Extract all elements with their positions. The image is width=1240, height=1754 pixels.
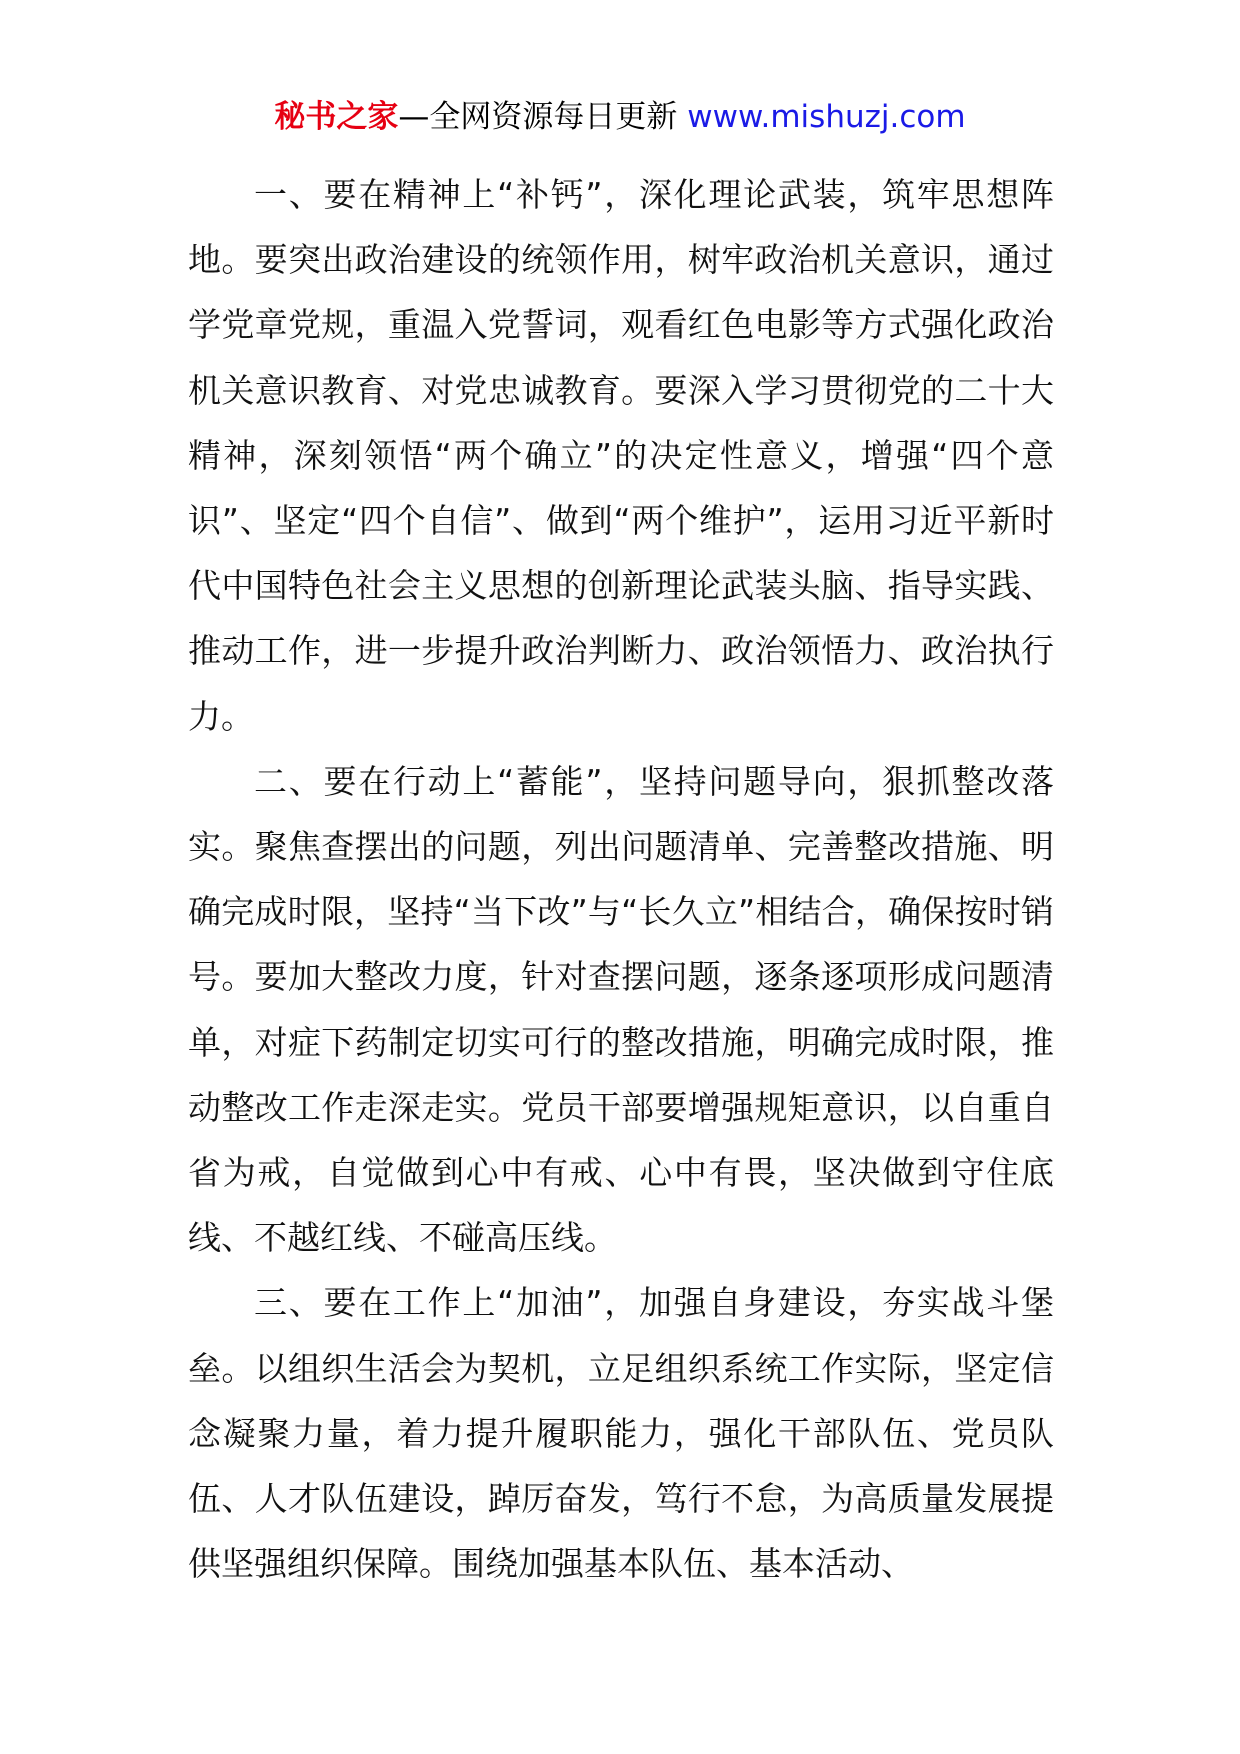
site-url[interactable]: www.mishuzj.com: [687, 99, 966, 135]
paragraph-3: 三、要在工作上“加油”，加强自身建设，夯实战斗堡垒。以组织生活会为契机，立足组织系统工作实际，坚定信念凝聚力量，着力提升履职能力，强化干部队伍、党员队伍、人才队伍建设，踔厉奋发，笃行不怠，为高质量发展提供坚强组织保障。围绕加强基本队伍、基本活动、: [188, 1283, 1054, 1584]
site-header: [0, 96, 1240, 138]
paragraph-1: 一、要在精神上“补钙”，深化理论武装，筑牢思想阵地。要突出政治建设的统领作用，树牢政治机关意识，通过学党章党规，重温入党誓词，观看红色电影等方式强化政治机关意识教育、对党忠诚教育。要深入学习贯彻党的二十大精神，深刻领悟“两个确立”的决定性意义，增强“四个意识”、坚定“四个自信”、做到“两个维护”，运用习近平新时代中国特色社会主义思想的创新理论武装头脑、指导实践、推动工作，进一步提升政治判断力、政治领悟力、政治执行力。: [188, 175, 1054, 736]
tagline: —全网资源每日更新: [398, 99, 678, 135]
brand-name: 秘书之家: [274, 99, 399, 135]
paragraph-2: 二、要在行动上“蓄能”，坚持问题导向，狠抓整改落实。聚焦查摆出的问题，列出问题清单、完善整改措施、明确完成时限，坚持“当下改”与“长久立”相结合，确保按时销号。要加大整改力度，针对查摆问题，逐条逐项形成问题清单，对症下药制定切实可行的整改措施，明确完成时限，推动整改工作走深走实。党员干部要增强规矩意识，以自重自省为戒，自觉做到心中有戒、心中有畏，坚决做到守住底线、不越红线、不碰高压线。: [188, 761, 1054, 1258]
document-body: [188, 162, 1054, 1596]
